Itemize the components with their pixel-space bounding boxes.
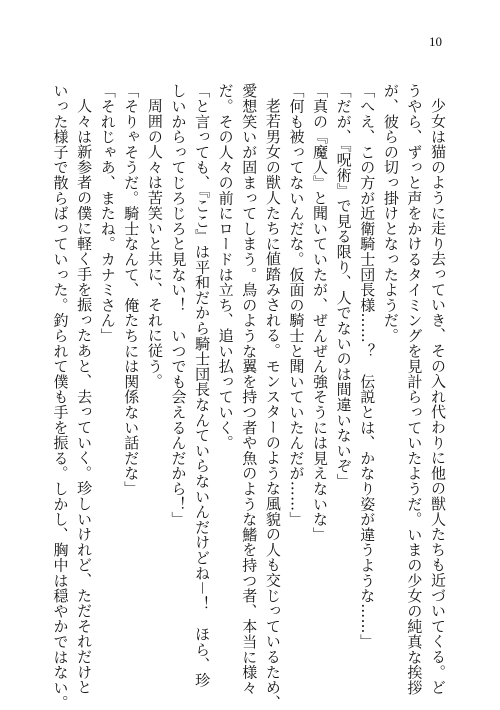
text-line: 「そりゃそうだ。騎士なんて、俺たちには関係ない話だな」 — [122, 83, 141, 497]
text-line: しいからってじろじろと見ない！ いつでも会えるんだから！」 — [169, 83, 188, 527]
text-line: 老若男女の獣人たちに値踏みされる。モンスターのような風貌の人も交じっているため、 — [263, 98, 282, 710]
text-line: 「へえ、この方が近衛騎士団長様……？ 伝説とは、かなり姿が違うような……」 — [358, 83, 377, 650]
text-line: 少女は猫のように走り去っていき、その入れ代わりに他の獣人たちも近づいてくる。ど — [429, 98, 447, 695]
text-line: うやら、ずっと声をかけるタイミングを見計らっていたようだ。いまの少女の純真な挨拶 — [405, 83, 424, 695]
text-line: いった様子で散らばっていった。釣られて僕も手を振る。しかし、胸中は穏やかではない。 — [51, 83, 70, 710]
text-line: 愛想笑いが固まってしまう。鳥のような翼を持つ者や魚のような鰭を持つ者、本当に様々 — [240, 83, 259, 695]
page-number: 10 — [429, 34, 442, 49]
text-line: 「と言っても、『ここ』は平和だから騎士団長なんていらないんだけどね－！ ほら、珍 — [193, 83, 212, 688]
text-line: だ。その人々の前にロードは立ち、追い払っていく。 — [216, 83, 235, 451]
text-line: 「だが、『呪術』で見る限り、人でないのは間違いないぞ」 — [334, 83, 353, 489]
text-line: が、彼らの切っ掛けとなったようだ。 — [381, 83, 400, 344]
text-line: 「それじゃあ、またね。カナミさん」 — [98, 83, 117, 344]
text-line: 人々は新参者の僕に軽く手を振ったあと、去っていく。珍しいけれど、ただそれだけと — [75, 98, 94, 695]
text-line: 「真の『魔人』と聞いていたが、ぜんぜん強そうには見えないな」 — [311, 83, 330, 542]
body-text — [48, 83, 449, 710]
text-line: 周囲の人々は苦笑いと共に、それに従う。 — [145, 98, 164, 389]
text-line: 「何も被ってないんだな。仮面の騎士と聞いていたんだが……」 — [287, 83, 306, 527]
